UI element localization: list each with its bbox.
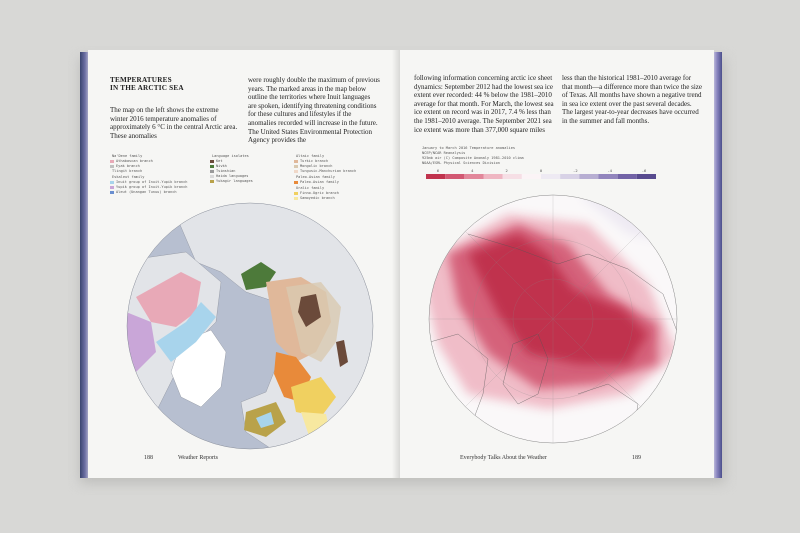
colorbar-tick-label: -4	[607, 168, 612, 173]
colorbar-segment	[560, 174, 579, 179]
page-number-right: 189	[632, 455, 641, 461]
temperature-anomaly-map	[428, 194, 678, 444]
colorbar-tick-label: -6	[641, 168, 647, 173]
map-caption-line: NOAA/ESRL Physical Sciences Division	[422, 161, 500, 165]
colorbar-segment	[445, 174, 464, 179]
map-caption-line: 925mb air (C) Composite Anomaly 1981-2010 clima	[422, 156, 524, 160]
legend-label: Yupik group of Inuit-Yupik branch	[116, 185, 188, 189]
colorbar-segment	[541, 174, 560, 179]
legend-swatch	[110, 160, 114, 163]
legend-label: Paleo-Asian family	[296, 175, 335, 179]
legend-group	[110, 154, 187, 174]
legend-label: Na'Dene family	[112, 154, 143, 158]
legend-item	[110, 169, 187, 174]
arctic-language-map	[126, 202, 374, 450]
legend-swatch	[210, 170, 214, 173]
legend-label: Eyak branch	[116, 164, 140, 168]
legend-swatch	[210, 180, 214, 183]
legend-label: Tlingit branch	[112, 169, 143, 173]
legend-label: Turkic branch	[300, 159, 329, 163]
legend-swatch	[294, 181, 298, 184]
left-column-1: The map on the left shows the extreme winter 2016 temperature anomalies of approximately 6 °C in the central Arctic area. These anomalies	[110, 106, 238, 140]
legend-item	[210, 179, 253, 184]
legend-item	[294, 196, 356, 201]
legend-swatch	[110, 181, 114, 184]
legend-group	[210, 154, 253, 184]
legend-label: Uralic family	[296, 186, 325, 190]
legend-label: Altaic family	[296, 154, 325, 158]
temperature-colorbar	[426, 168, 656, 180]
legend-label: Tsimshian	[216, 169, 236, 173]
legend-label: Finno-Ugric branch	[300, 191, 339, 195]
title-line-2: IN THE ARCTIC SEA	[110, 84, 184, 93]
legend-label: Aleut (Unangan Tunuu) branch	[116, 190, 177, 194]
legend-swatch	[110, 186, 114, 189]
page-number-left: 188	[144, 455, 153, 461]
legend-label: Samoyedic branch	[300, 196, 335, 200]
colorbar-tick-label: 4	[471, 168, 474, 173]
legend-swatch	[110, 165, 114, 168]
map-caption-line: January to March 2016 Temperature anomalies	[422, 146, 516, 150]
title-line-1: TEMPERATURES	[110, 76, 172, 84]
legend-label: Inuit group of Inuit-Yupik branch	[116, 180, 188, 184]
legend-swatch	[294, 170, 298, 173]
legend-group	[294, 175, 356, 185]
colorbar-tick-label: 6	[436, 168, 440, 173]
running-head-right: Everybody Talks About the Weather	[460, 455, 547, 461]
colorbar-segment	[484, 174, 503, 179]
colorbar-segment	[618, 174, 637, 179]
legend-swatch	[210, 165, 214, 168]
legend-label: Ket	[216, 159, 223, 163]
left-page	[88, 50, 400, 478]
legend-label: Mongolic branch	[300, 164, 333, 168]
map-caption-line: NCEP/NCAR Reanalysis	[422, 151, 466, 155]
legend-label: Eskaleut family	[112, 175, 145, 179]
colorbar-segment	[503, 174, 522, 179]
legend-item	[294, 180, 356, 185]
legend-swatch	[294, 160, 298, 163]
legend-swatch	[110, 191, 114, 194]
left-column-2: were roughly double the maximum of previous years. The marked areas in the map below outline the territories where Inuit languages are spoken, identifying threatening conditions for these cultures and lifestyles if the anomalies recorded will increase in the future. The United States Environmental Protection Agency provides the	[248, 76, 380, 145]
legend-item	[294, 169, 356, 174]
right-column-1: following information concerning arctic ice sheet dynamics: September 2012 had the lowest sea ice extent ever recorded: 44 % below the 1981–2010 average for that month. For March, the lowest sea ice extent on record was in 2017, 7.4 % less than the 1981–2010 average. The September 2021 sea ice extent was more than 377,000 square miles	[414, 74, 554, 134]
colorbar-tick-label: 2	[505, 168, 508, 173]
legend-label: Language isolates	[212, 154, 249, 158]
map-caption	[422, 146, 524, 166]
legend-group	[294, 186, 356, 201]
page-title	[110, 76, 230, 93]
running-head-left: Weather Reports	[178, 455, 219, 461]
legend-label: Haida languages	[216, 174, 249, 178]
colorbar-segment	[464, 174, 483, 179]
right-page	[400, 50, 714, 478]
legend-swatch	[294, 197, 298, 200]
legend-label: Paleo-Asian family	[300, 180, 339, 184]
legend-label: Nivkh	[216, 164, 227, 168]
legend-label: Yukagir languages	[216, 179, 253, 183]
legend-item	[110, 190, 187, 195]
legend-label: Tungusic-Manchurian branch	[300, 169, 357, 173]
legend-label: Athabascan branch	[116, 159, 153, 163]
colorbar-tick-label: 0	[539, 168, 543, 173]
colorbar-segment	[426, 174, 445, 179]
legend-swatch	[210, 175, 214, 178]
colorbar-segment	[579, 174, 598, 179]
colorbar-segment	[522, 174, 541, 179]
legend-swatch	[210, 160, 214, 163]
colorbar-segment	[599, 174, 618, 179]
legend-swatch	[294, 192, 298, 195]
colorbar-segment	[637, 174, 656, 179]
legend-swatch	[294, 165, 298, 168]
right-column-2: less than the historical 1981–2010 average for that month—a difference more than twice the size of Texas. All months have shown a negative trend in sea ice extent over the past several decades. The largest year-to-year decreases have occurred in the summer and fall months.	[562, 74, 703, 125]
legend-group	[110, 175, 187, 195]
colorbar-tick-label: -2	[573, 168, 578, 173]
legend-group	[294, 154, 356, 174]
